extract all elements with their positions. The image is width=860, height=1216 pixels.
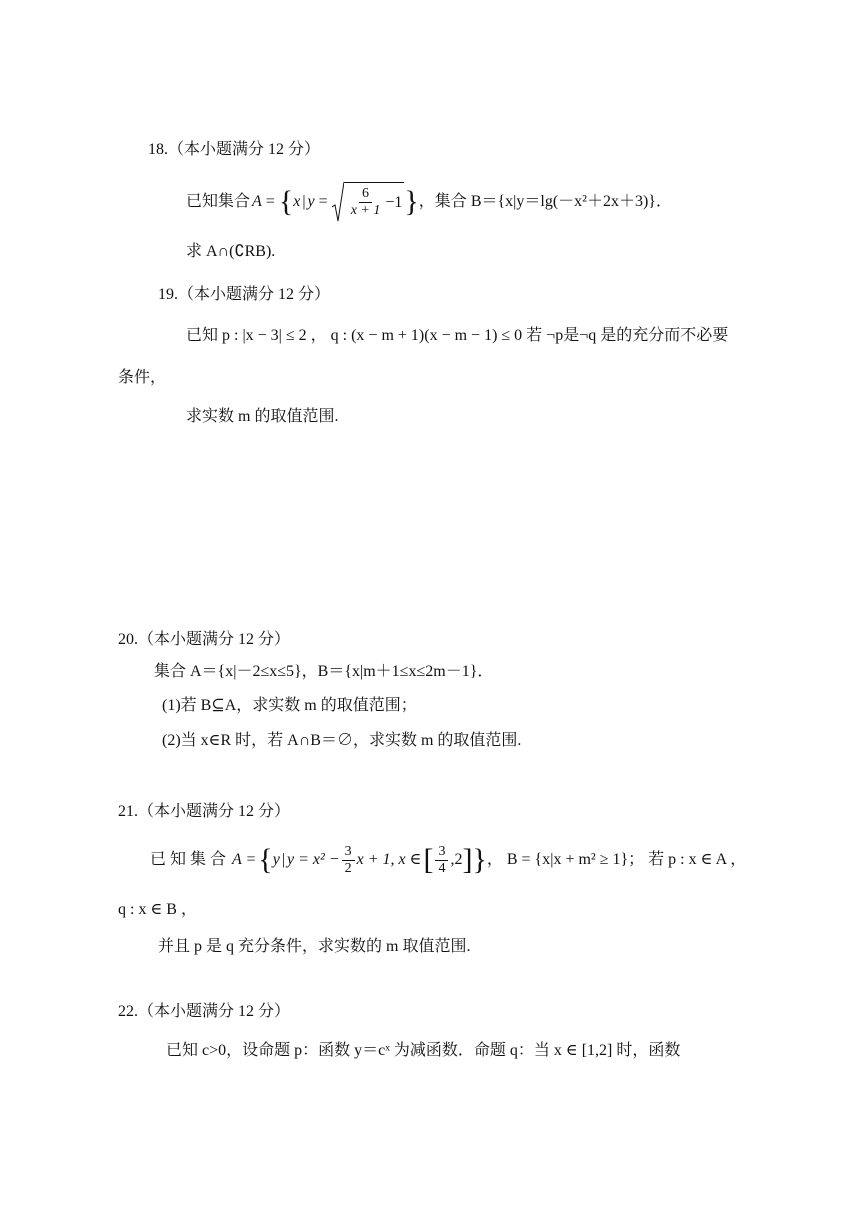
q19-heading: 19.（本小题满分 12 分）	[158, 286, 331, 303]
q19-line2: 条件，	[118, 369, 167, 386]
q18-set-definition	[186, 182, 672, 222]
q21-pre: 已 知 集 合	[150, 851, 227, 868]
q21-frac1-num: 3	[342, 844, 355, 861]
q20-line3: (2)当 x∈R 时，若 A∩B＝∅，求实数 m 的取值范围.	[162, 732, 522, 749]
q21-left-bracket: [	[423, 843, 434, 876]
q18-eq: =	[265, 193, 275, 210]
q18-heading: 18.（本小题满分 12 分）	[148, 141, 321, 158]
q21-frac2-num: 3	[435, 844, 448, 861]
q21-expr1: y = x² −	[287, 851, 340, 868]
q18-var-x: x	[293, 193, 301, 210]
q21-frac1-den: 2	[344, 860, 352, 876]
q18-ask: 求 A∩(∁RB).	[186, 243, 276, 260]
q18-mid: ，集合	[418, 193, 467, 210]
q18-right-brace: }	[404, 185, 419, 218]
q21-right-brace: }	[472, 843, 487, 876]
q18-var-y: y	[307, 193, 315, 210]
q18-bar: |	[302, 193, 306, 210]
q18-frac-den: x + 1	[350, 203, 381, 218]
q18-left-brace: {	[278, 185, 294, 218]
q20-line2: (1)若 B⊆A，求实数 m 的取值范围；	[162, 697, 417, 714]
q20-heading: 20.（本小题满分 12 分）	[118, 631, 291, 648]
q21-left-brace: {	[258, 843, 273, 876]
q21-line3: 并且 p 是 q 充分条件，求实数的 m 取值范围.	[158, 938, 471, 955]
q21-set-a: A =	[232, 851, 257, 868]
q21-frac2-den: 4	[438, 860, 446, 876]
q18-minus-one: −1	[385, 193, 403, 211]
q22-line1: 已知 c>0，设命题 p：函数 y＝cˣ 为减函数．命题 q：当 x ∈ [1,2] 时，函数	[166, 1042, 681, 1059]
q21-set-b: ， B = {x|x + m² ≥ 1}； 若 p : x ∈ A ，	[486, 851, 747, 868]
q18-pre: 已知集合	[186, 193, 251, 210]
q21-expr2: x + 1, x ∈	[356, 851, 422, 868]
q21-right-bracket: ]	[462, 843, 473, 876]
q18-set-a: A	[252, 193, 262, 210]
q21-line2: q : x ∈ B ，	[118, 901, 197, 918]
q21-var-y: y	[272, 851, 280, 868]
q19-line3: 求实数 m 的取值范围.	[186, 408, 339, 425]
q18-frac-num: 6	[359, 186, 372, 203]
q19-line1: 已知 p : |x − 3| ≤ 2 ， q : (x − m + 1)(x − m − 1) ≤ 0 若 ¬p是¬q 是的充分而不必要	[186, 327, 729, 344]
q22-heading: 22.（本小题满分 12 分）	[118, 1003, 291, 1020]
q18-set-b: B＝{x|y＝lg(－x²＋2x＋3)}．	[470, 193, 672, 210]
q18-sqrt	[332, 181, 405, 223]
q21-bar: |	[281, 851, 286, 868]
q20-line1: 集合 A＝{x|－2≤x≤5}，B＝{x|m＋1≤x≤2m－1}．	[154, 663, 494, 680]
q21-set-definition	[150, 838, 746, 882]
radical-sign-icon	[332, 181, 344, 223]
q18-eq2: =	[318, 193, 328, 210]
q21-heading: 21.（本小题满分 12 分）	[118, 803, 291, 820]
q21-expr3: ,2	[450, 851, 463, 868]
